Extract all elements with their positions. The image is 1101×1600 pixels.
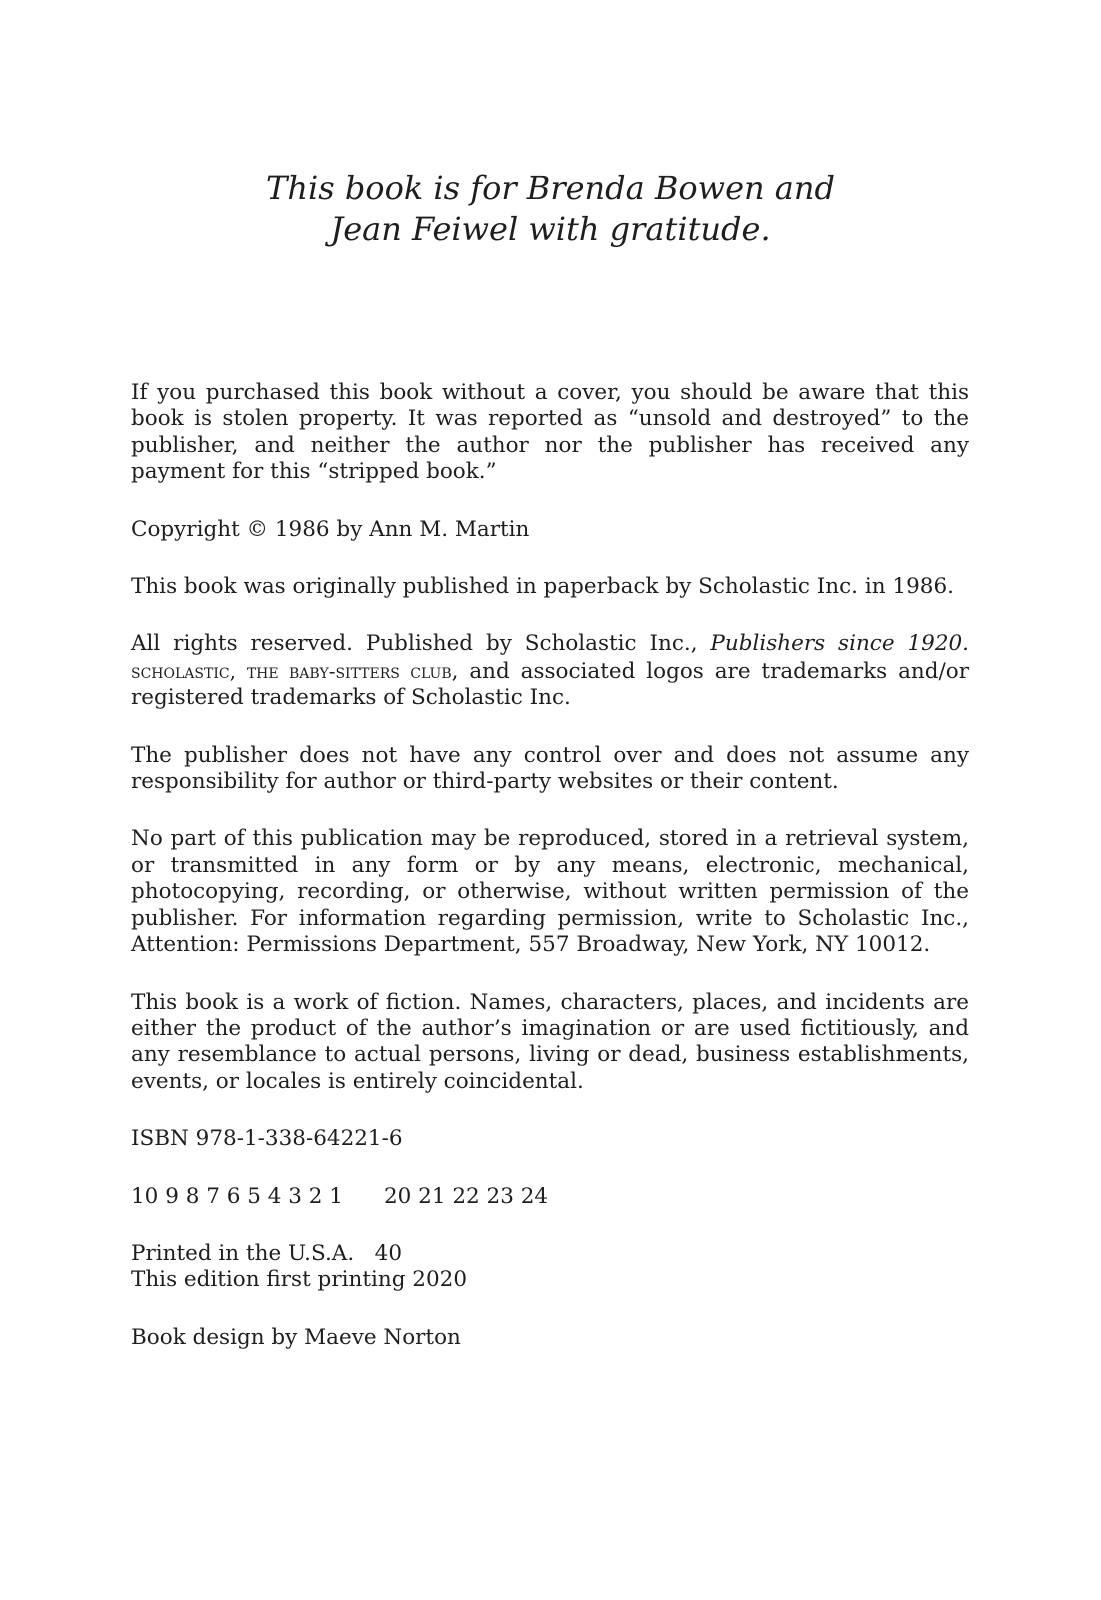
rights-reserved-notice xyxy=(131,631,969,711)
printed-in: Printed in the U.S.A. 40 xyxy=(131,1240,403,1266)
original-publication-note: This book was originally published in paperback by Scholastic Inc. in 1986. xyxy=(131,574,954,600)
stripped-book-notice: If you purchased this book without a cover, you should be aware that this book is stolen property. It was reported as “unsold and destroyed” to the publisher, and neither the author nor the publisher has received any payment for this “stripped book.” xyxy=(131,380,969,485)
printing-info xyxy=(131,1241,969,1294)
reproduction-notice: No part of this publication may be reproduced, stored in a retrieval system, or transmitted in any form or by any means, electronic, mechanical, photocopying, recording, or otherwise, without written permission of the publisher. For information regarding permission, write to Scholastic Inc., Attention: Permissions Department, 557 Broadway, New York, NY 10012. xyxy=(131,826,969,958)
book-design-credit: Book design by Maeve Norton xyxy=(131,1324,461,1350)
dedication xyxy=(0,168,1101,250)
publishers-since-text: Publishers since 1920. xyxy=(710,631,970,657)
dedication-line-2: Jean Feiwel with gratitude. xyxy=(330,210,771,248)
trademark-scholastic: scholastic, xyxy=(131,658,236,683)
copyright-line: Copyright © 1986 by Ann M. Martin xyxy=(131,516,530,542)
dedication-line-1: This book is for Brenda Bowen and xyxy=(266,169,835,207)
copyright-page-text xyxy=(131,380,969,1382)
isbn: ISBN 978-1-338-64221-6 xyxy=(131,1126,403,1152)
third-party-notice: The publisher does not have any control over and does not assume any responsibility for author or third-party websites or their content. xyxy=(131,742,969,795)
trademark-baby-sitters-club: the baby-sitters club xyxy=(246,658,452,683)
fiction-notice: This book is a work of fiction. Names, characters, places, and incidents are either the product of the author’s imagination or are used fictitiously, and any resemblance to actual persons, living or dead, business establishments, events, or locales is entirely coincidental. xyxy=(131,989,969,1094)
rights-text-part-2: , and associated logos are trademarks and/or registered trademarks of Scholastic Inc. xyxy=(131,658,969,711)
printing-line: 10 9 8 7 6 5 4 3 2 1 20 21 22 23 24 xyxy=(131,1183,549,1209)
rights-text-part-1: All rights reserved. Published by Scholastic Inc., xyxy=(131,631,711,657)
edition-note: This edition first printing 2020 xyxy=(131,1267,468,1293)
